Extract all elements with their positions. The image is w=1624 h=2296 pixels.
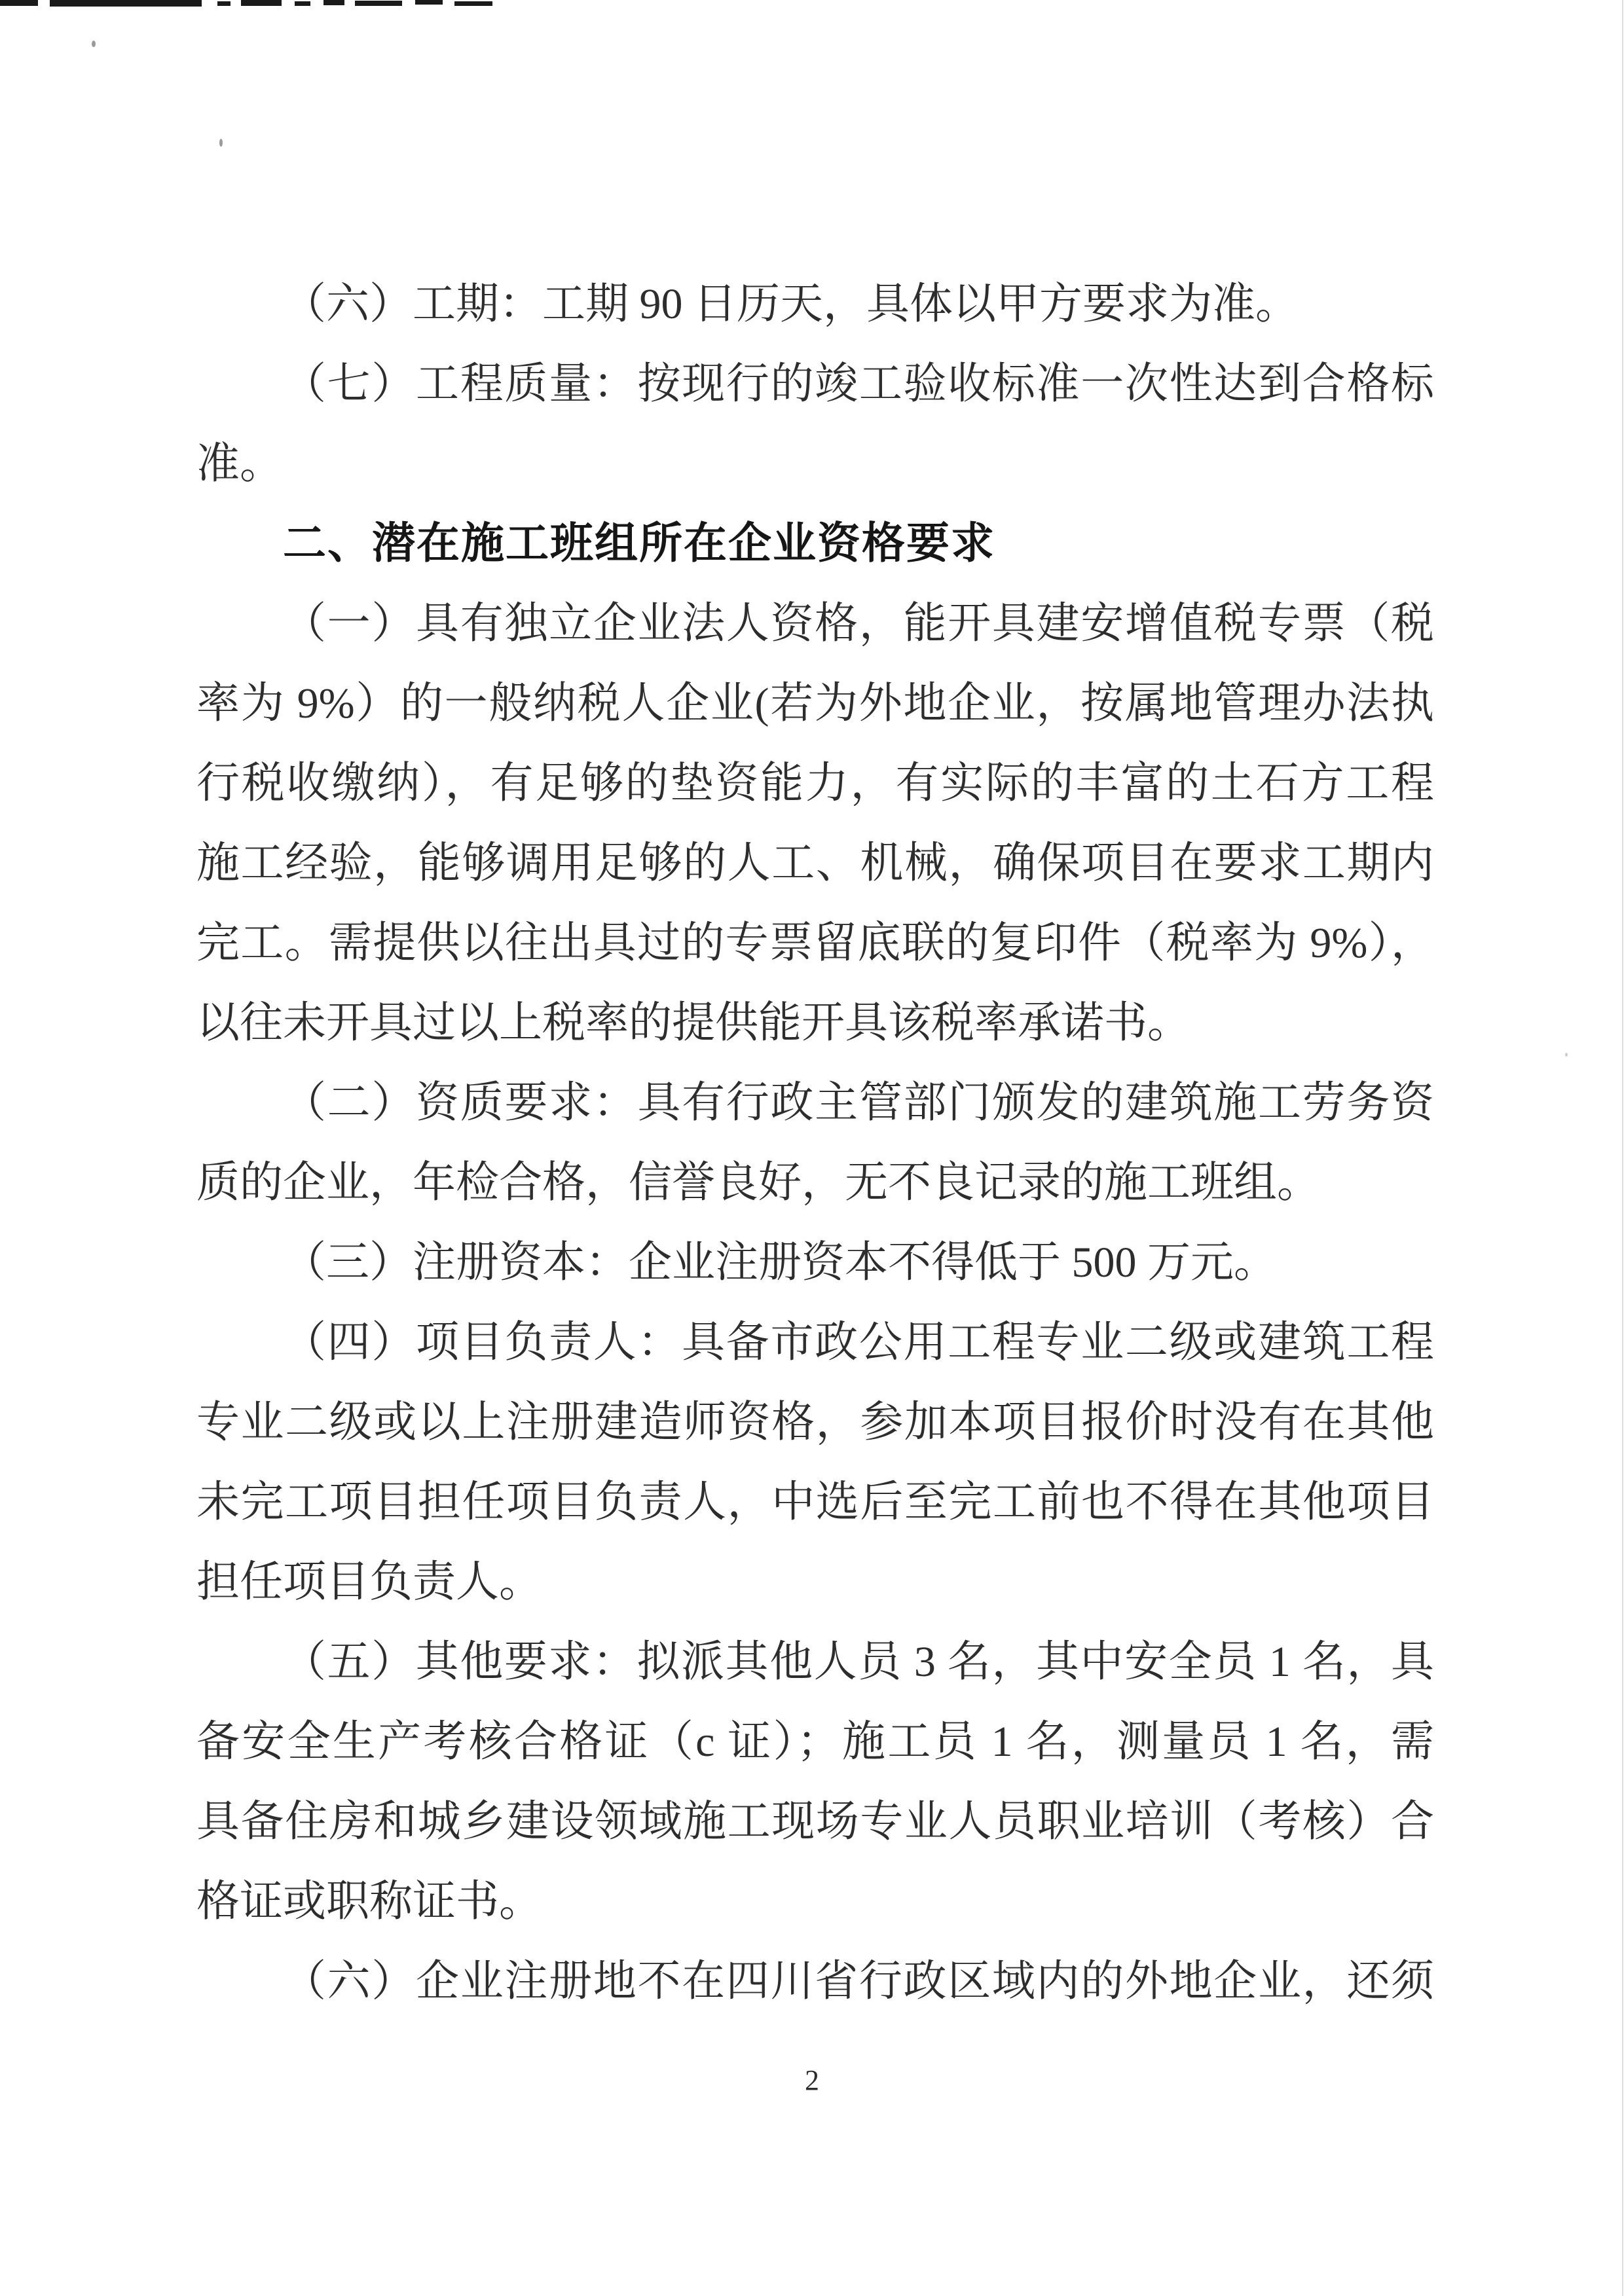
- text-line: （五）其他要求：拟派其他人员 3 名，其中安全员 1 名，具: [283, 1638, 1434, 1686]
- text-line: 施工经验，能够调用足够的人工、机械，确保项目在要求工期内: [196, 839, 1434, 887]
- scan-speck: [92, 41, 96, 47]
- text-line: 完工。需提供以往出具过的专票留底联的复印件（税率为 9%），: [196, 919, 1434, 967]
- text-line: 未完工项目担任项目负责人，中选后至完工前也不得在其他项目: [196, 1478, 1434, 1526]
- text-line: （三）注册资本：企业注册资本不得低于 500 万元。: [283, 1239, 1277, 1286]
- text-line: 率为 9%）的一般纳税人企业(若为外地企业，按属地管理办法执: [196, 680, 1434, 727]
- text-line: （一）具有独立企业法人资格，能开具建安增值税专票（税: [283, 600, 1434, 647]
- document-body: [196, 264, 1434, 2022]
- text-line: 准。: [196, 440, 283, 488]
- page-number: 2: [805, 2064, 819, 2096]
- scan-speck: [1565, 1053, 1568, 1057]
- text-line: 格证或职称证书。: [196, 1878, 542, 1925]
- text-line: （六）工期：工期 90 日历天，具体以甲方要求为准。: [283, 280, 1299, 328]
- scan-edge-line: [1622, 0, 1623, 2296]
- scan-speck: [219, 139, 223, 147]
- section-heading: 二、潜在施工班组所在企业资格要求: [283, 520, 995, 568]
- text-line: 质的企业，年检合格，信誉良好，无不良记录的施工班组。: [196, 1159, 1320, 1207]
- text-line: 行税收缴纳），有足够的垫资能力，有实际的丰富的土石方工程: [196, 759, 1434, 807]
- text-line: 担任项目负责人。: [196, 1558, 542, 1606]
- text-line: 备安全生产考核合格证（c 证）；施工员 1 名，测量员 1 名，需: [196, 1718, 1434, 1766]
- text-line: 以往未开具过以上税率的提供能开具该税率承诺书。: [196, 999, 1190, 1047]
- text-line: 具备住房和城乡建设领域施工现场专业人员职业培训（考核）合: [196, 1798, 1434, 1846]
- text-line: （二）资质要求：具有行政主管部门颁发的建筑施工劳务资: [283, 1079, 1434, 1127]
- page-footer: [0, 2064, 1624, 2097]
- text-line: （六）企业注册地不在四川省行政区域内的外地企业，还须: [283, 1958, 1434, 2005]
- text-line: （四）项目负责人：具备市政公用工程专业二级或建筑工程: [283, 1319, 1434, 1366]
- text-line: 专业二级或以上注册建造师资格，参加本项目报价时没有在其他: [196, 1398, 1434, 1446]
- text-line: （七）工程质量：按现行的竣工验收标准一次性达到合格标: [283, 360, 1434, 408]
